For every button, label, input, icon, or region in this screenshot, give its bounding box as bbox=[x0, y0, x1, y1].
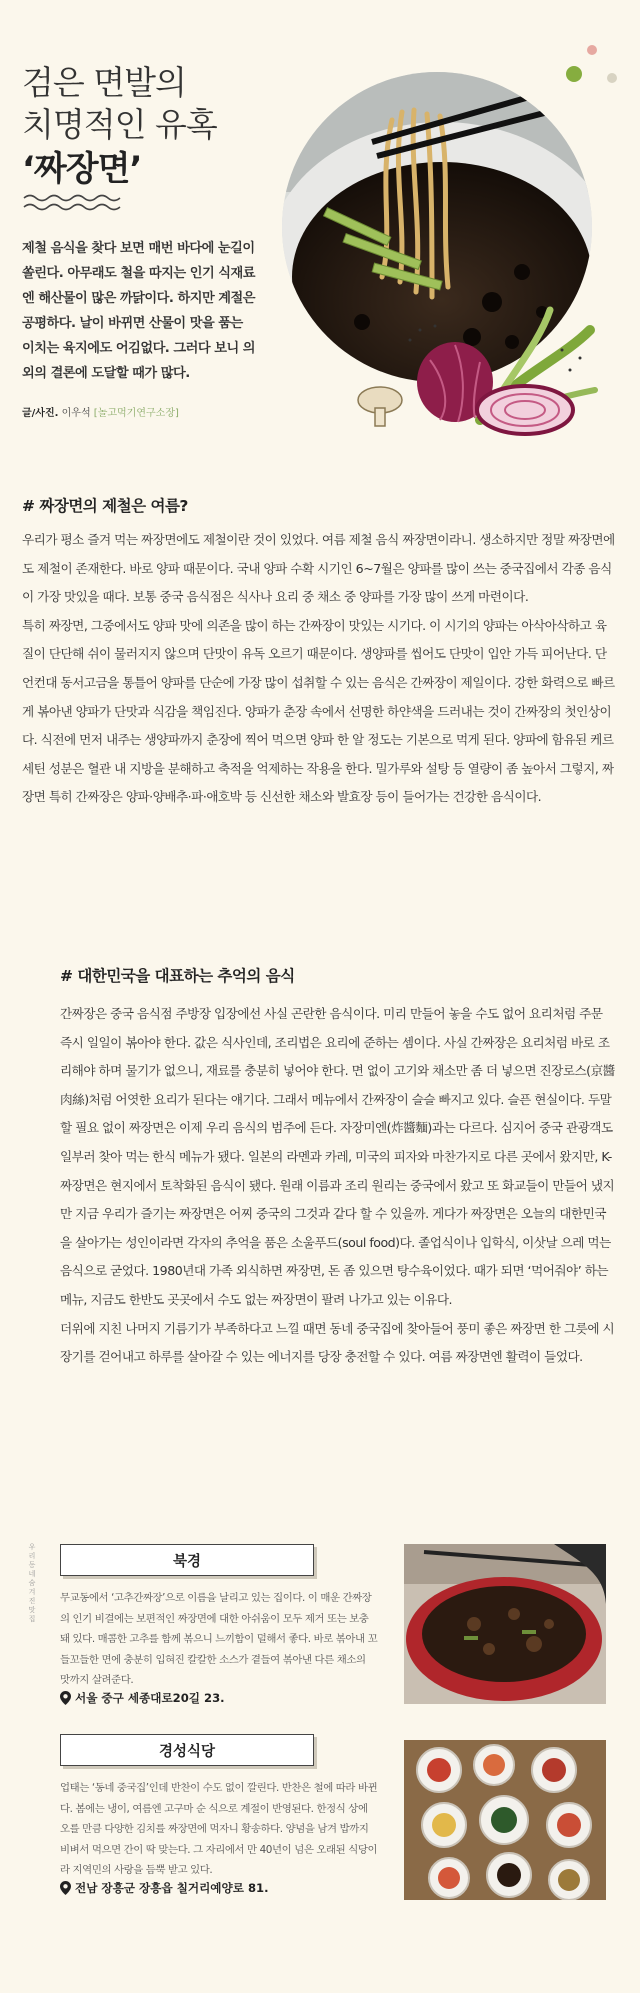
section-1-paragraph: 우리가 평소 즐겨 먹는 짜장면에도 제철이란 것이 있었다. 여름 제철 음식 짜장면이라니. 생소하지만 정말 짜장면에도 제철이 존재한다. 바로 양파 때문이다. 국내 양파 수확 시기인 6~7월은 양파를 많이 쓰는 중국집에서 각종 음식이 가장 맛있을 때다. 보통 중국 음식점은 식사나 요리 중 채소 중 양파를 가장 많이 쓰게 마련이다. bbox=[22, 532, 615, 605]
restaurant-1-name: 북경 bbox=[60, 1544, 314, 1576]
restaurant-2-address-text: 전남 장흥군 장흥읍 칠거리예양로 81. bbox=[75, 1881, 269, 1895]
restaurant-1-description: 무교동에서 ‘고추간짜장’으로 이름을 날리고 있는 집이다. 이 매운 간짜장의 인기 비결에는 보편적인 짜장면에 대한 아쉬움이 모두 제거 또는 보충돼 있다. 매콤한 고추를 함께 볶으니 느끼함이 덜해서 좋다. 바로 볶아내 꼬들꼬들한 면에 충분히 입혀진 칼칼한 소스가 곁들여 볶아낸 다른 채소의 맛까지 살려준다. bbox=[60, 1592, 378, 1686]
credit-org: [놀고먹기연구소장] bbox=[93, 408, 179, 419]
title-line-2: 치명적인 유혹 bbox=[22, 105, 217, 144]
title-line-3: ‘짜장면’ bbox=[22, 149, 142, 189]
page-title bbox=[22, 62, 262, 192]
restaurant-1-photo bbox=[404, 1544, 606, 1704]
wavy-divider-icon bbox=[22, 192, 122, 214]
onion-illustration-icon bbox=[340, 300, 600, 440]
section-2-body bbox=[60, 1000, 616, 1372]
restaurant-2-name: 경성식당 bbox=[60, 1734, 314, 1766]
restaurant-2-description: 업태는 ‘동네 중국집’인데 반찬이 수도 없이 깔린다. 반찬은 철에 따라 바뀐다. 봄에는 냉이, 여름엔 고구마 순 식으로 계절이 반영된다. 한정식 상에 오를 만큼 다양한 김치를 짜장면에 먹자니 황송하다. 양념을 남겨 밥까지 비벼서 먹으면 간이 딱 맞는다. 그 자리에서 만 40년이 넘은 오래된 식당이라 지역민의 사랑을 듬뿍 받고 있다. bbox=[60, 1782, 378, 1876]
credit-name: 이우석 bbox=[61, 408, 91, 419]
restaurant-2-photo bbox=[404, 1740, 606, 1900]
location-pin-icon bbox=[60, 1881, 71, 1895]
section-2-paragraph: 더위에 지친 나머지 기름기가 부족하다고 느낄 때면 동네 중국집에 찾아들어 풍미 좋은 짜장면 한 그릇에 시장기를 걷어내고 하루를 살아갈 수 있는 에너지를 당장 충전할 수 있다. 여름 짜장면엔 활력이 들었다. bbox=[60, 1320, 615, 1365]
credit-label: 글/사진. bbox=[22, 408, 59, 419]
section-1-body bbox=[22, 526, 618, 812]
section-2-paragraph: 간짜장은 중국 음식점 주방장 입장에선 사실 곤란한 음식이다. 미리 만들어 놓을 수도 없어 요리처럼 주문 즉시 일일이 볶아야 한다. 값은 식사인데, 조리법은 요리에 준하는 셈이다. 사실 간짜장은 요리처럼 바로 조리해야 하며 물기가 없으니, 재료를 충분히 넣어야 한다. 면 없이 고기와 채소만 좀 더 넣으면 진장로스(京醬肉絲)처럼 어엿한 요리가 된다는 얘기다. 그래서 메뉴에서 간짜장이 슬슬 빠지고 있다. 슬픈 현실이다. 두말할 필요 없이 짜장면은 이제 우리 음식의 범주에 든다. 자장미엔(炸醬麵)과는 다르다. 심지어 중국 관광객도 일부러 찾아 먹는 한식 메뉴가 됐다. 일본의 라멘과 카레, 미국의 피자와 마찬가지로 다른 곳에서 왔지만, K-짜장면은 현지에서 토착화된 음식이 됐다. 원래 이름과 조리 원리는 중국에서 왔고 또 화교들이 만들어 냈지만 지금 우리가 즐기는 짜장면은 어찌 중국의 그것과 같다 할 수 있을까. 게다가 짜장면은 오늘의 대한민국을 살아가는 성인이라면 각자의 추억을 품은 소울푸드(soul food)다. 졸업식이나 입학식, 이삿날 으레 먹는 음식으로 굳었다. 1980년대 가족 외식하면 짜장면, 돈 좀 있으면 탕수육이었다. 때가 되면 ‘먹어줘야’ 하는 메뉴, 지금도 한반도 곳곳에서 수도 없는 짜장면이 팔려 나가고 있는 이유다. bbox=[60, 1006, 615, 1307]
intro-paragraph: 제철 음식을 찾다 보면 매번 바다에 눈길이 쏠린다. 아무래도 철을 따지는 인기 식재료엔 해산물이 많은 까닭이다. 하지만 계절은 공평하다. 날이 바뀌면 산물이 맛을 품는 이치는 육지에도 어김없다. 그러다 보니 의외의 결론에 도달할 때가 많다. bbox=[22, 241, 256, 381]
decorative-dots-icon bbox=[560, 40, 620, 90]
author-credit bbox=[22, 404, 179, 419]
location-pin-icon bbox=[60, 1691, 71, 1705]
section-1-paragraph: 특히 짜장면, 그중에서도 양파 맛에 의존을 많이 하는 간짜장이 맛있는 시기다. 이 시기의 양파는 아삭아삭하고 육질이 단단해 쉬이 물러지지 않으며 단맛이 유독 오르기 때문이다. 생양파를 씹어도 단맛이 입안 가득 피어난다. 단언컨대 동서고금을 통틀어 양파를 단순에 가장 많이 섭취할 수 있는 음식은 간짜장이 제일이다. 강한 화력으로 빠르게 볶아낸 양파가 단맛과 식감을 책임진다. 양파가 춘장 속에서 선명한 하얀색을 드러내는 것이 간짜장의 첫인상이다. 식전에 먼저 내주는 생양파까지 춘장에 찍어 먹으면 양파 한 알 정도는 기본으로 먹게 된다. 양파에 함유된 케르세틴 성분은 혈관 내 지방을 분해하고 축적을 억제하는 작용을 한다. 밀가루와 설탕 등 열량이 좀 높아서 그렇지, 짜장면 특히 간짜장은 양파·양배추·파·애호박 등 신선한 채소와 발효장 등이 들어가는 건강한 음식이다. bbox=[22, 617, 615, 805]
section-2-title: # 대한민국을 대표하는 추억의 음식 bbox=[60, 967, 295, 985]
restaurant-1-address bbox=[60, 1690, 225, 1706]
title-line-1: 검은 면발의 bbox=[22, 63, 186, 102]
sidebar-label: 우리동네숨겨진맛집 bbox=[28, 1543, 36, 1623]
section-1-title: # 짜장면의 제철은 여름? bbox=[22, 497, 188, 515]
restaurant-1-address-text: 서울 중구 세종대로20길 23. bbox=[75, 1691, 225, 1705]
restaurant-2-address bbox=[60, 1880, 268, 1896]
